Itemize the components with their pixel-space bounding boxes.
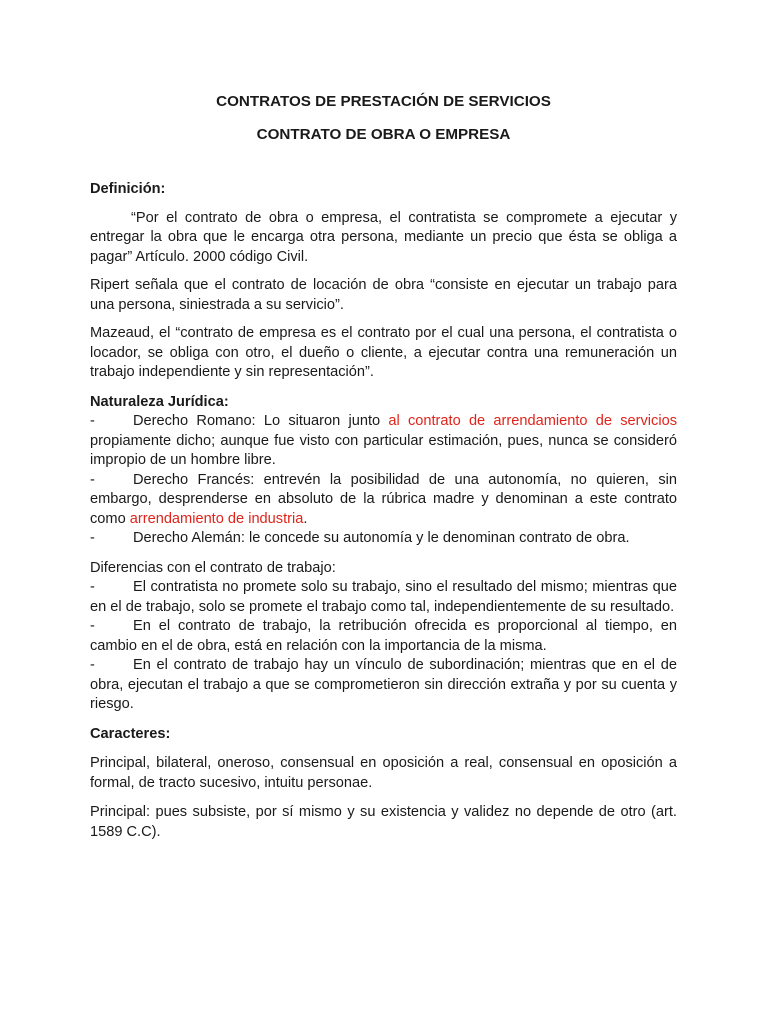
document-subtitle: CONTRATO DE OBRA O EMPRESA (256, 126, 511, 143)
bullet-diferencia-1 (90, 578, 677, 617)
bullet-dash: - (90, 618, 95, 634)
bullet-text: El contratista no promete solo su trabajo, sino el resultado del mismo; mientras que en el de trabajo, solo se promete el trabajo como tal, independientemente de su resultado. (90, 579, 677, 615)
bullet-text: Derecho Romano: Lo situaron junto (133, 413, 389, 429)
bullet-diferencia-3 (90, 656, 677, 715)
bullet-dash: - (90, 657, 95, 673)
paragraph-ripert: Ripert señala que el contrato de locación de obra “consiste en ejecutar un trabajo para una persona, siniestrada a su servicio”. (90, 277, 677, 313)
heading-definicion: Definición: (90, 181, 166, 197)
bullet-text: Derecho Francés: entrevén la posibilidad de una autonomía, no quieren, sin embargo, desprenderse en absoluto de la rúbrica madre y denominan a este contrato como (90, 471, 677, 527)
bullet-text: En el contrato de trabajo, la retribución ofrecida es proporcional al tiempo, en cambio en el de obra, está en relación con la importancia de la misma. (90, 618, 677, 654)
bullet-text: propiamente dicho; aunque fue visto con particular estimación, pues, nunca se consideró impropio de un hombre libre. (90, 432, 677, 468)
bullet-dash: - (90, 471, 95, 488)
bullet-derecho-frances (90, 471, 677, 530)
bullet-derecho-aleman (90, 529, 677, 549)
document-title: CONTRATOS DE PRESTACIÓN DE SERVICIOS (216, 93, 551, 110)
bullet-dash: - (90, 579, 95, 595)
bullet-derecho-romano (90, 412, 677, 471)
bullet-text: . (303, 510, 308, 527)
paragraph-caracteres-list: Principal, bilateral, oneroso, consensual en oposición a real, consensual en oposición a formal, de tracto sucesivo, intuitu personae. (90, 755, 677, 791)
paragraph-diferencias-intro: Diferencias con el contrato de trabajo: (90, 559, 336, 576)
bullet-text: Derecho Alemán: le concede su autonomía y le denominan contrato de obra. (133, 530, 630, 546)
paragraph-definicion-quote: “Por el contrato de obra o empresa, el contratista se compromete a ejecutar y entregar la obra que le encarga otra persona, mediante un precio que ésta se obliga a pagar” Artículo. 2000 código Civil. (90, 209, 677, 265)
paragraph-principal: Principal: pues subsiste, por sí mismo y su existencia y validez no depende de otro (art. 1589 C.C). (90, 804, 677, 840)
highlight-text: arrendamiento de industria (129, 510, 304, 527)
bullet-text: En el contrato de trabajo hay un vínculo de subordinación; mientras que en el de obra, ejecutan el trabajo a que se comprometieron sin dirección extraña y por su cuenta y riesgo. (90, 657, 677, 712)
bullet-dash: - (90, 413, 95, 429)
highlight-text: al contrato de arrendamiento de servicios (388, 413, 677, 429)
document-page (90, 92, 677, 842)
bullet-diferencia-2 (90, 617, 677, 656)
paragraph-mazeaud: Mazeaud, el “contrato de empresa es el contrato por el cual una persona, el contratista o locador, se obliga con otro, el dueño o cliente, a ejecutar contra una remuneración un trabajo independiente y sin representación”. (90, 325, 677, 380)
bullet-dash: - (90, 530, 95, 546)
heading-naturaleza: Naturaleza Jurídica: (90, 393, 229, 410)
heading-caracteres: Caracteres: (90, 725, 171, 742)
